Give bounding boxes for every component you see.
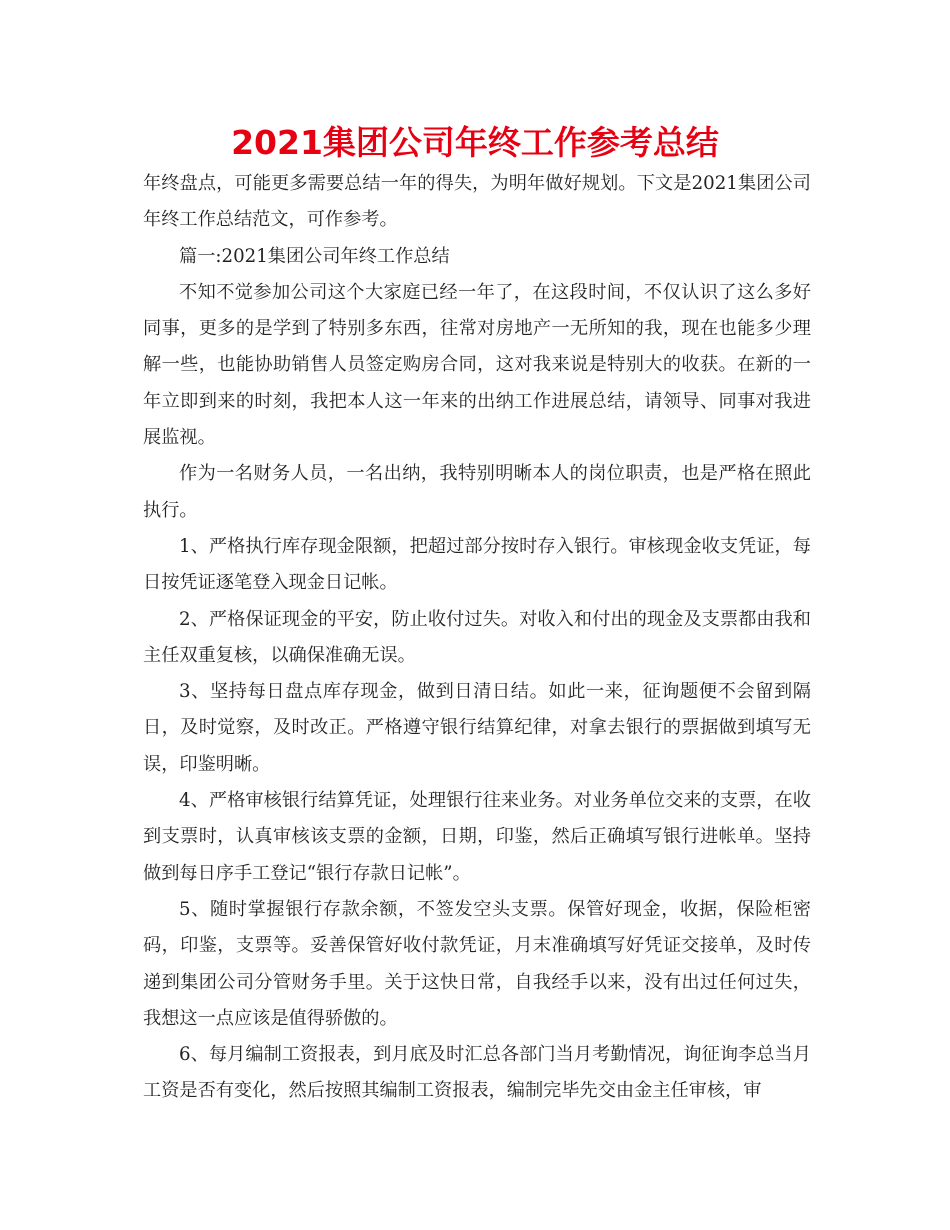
paragraph-item-5: 5、随时掌握银行存款余额，不签发空头支票。保管好现金，收据，保险柜密码，印鉴，支票等。妥善保管好收付款凭证，月末准确填写好凭证交接单，及时传递到集团公司分管财务手里。关于这快日常，自我经手以来，没有出过任何过失，我想这一点应该是值得骄傲的。 [143, 898, 811, 1029]
paragraph-item-2: 2、严格保证现金的平安，防止收付过失。对收入和付出的现金及支票都由我和主任双重复核，以确保准确无误。 [143, 608, 811, 666]
paragraph-item-6: 6、每月编制工资报表，到月底及时汇总各部门当月考勤情况，询征询李总当月工资是否有变化，然后按照其编制工资报表，编制完毕先交由金主任审核，审 [143, 1044, 811, 1102]
paragraph-item-3: 3、坚持每日盘点库存现金，做到日清日结。如此一来，征询题便不会留到隔日，及时觉察，及时改正。严格遵守银行结算纪律，对拿去银行的票据做到填写无误，印鉴明晰。 [143, 681, 811, 775]
paragraph-item-1: 1、严格执行库存现金限额，把超过部分按时存入银行。审核现金收支凭证，每日按凭证逐笔登入现金日记帐。 [143, 535, 811, 594]
paragraph: 作为一名财务人员，一名出纳，我特别明晰本人的岗位职责，也是严格在照此执行。 [143, 463, 811, 521]
paragraph-section-heading: 篇一:2021集团公司年终工作总结 [179, 245, 450, 267]
paragraph-item-4: 4、严格审核银行结算凭证，处理银行往来业务。对业务单位交来的支票，在收到支票时，认真审核该支票的金额，日期，印鉴，然后正确填写银行进帐单。坚持做到每日序手工登记“银行存款日记帐”。 [143, 790, 811, 884]
paragraph-intro: 年终盘点，可能更多需要总结一年的得失，为明年做好规划。下文是2021集团公司年终工作总结范文，可作参考。 [143, 173, 811, 231]
document-body [143, 166, 811, 1110]
document-title: 2021集团公司年终工作参考总结 [231, 123, 719, 162]
paragraph: 不知不觉参加公司这个大家庭已经一年了，在这段时间，不仅认识了这么多好同事，更多的是学到了特别多东西，往常对房地产一无所知的我，现在也能多少理解一些，也能协助销售人员签定购房合同，这对我来说是特别大的收获。在新的一年立即到来的时刻，我把本人这一年来的出纳工作进展总结，请领导、同事对我进展监视。 [143, 281, 811, 449]
